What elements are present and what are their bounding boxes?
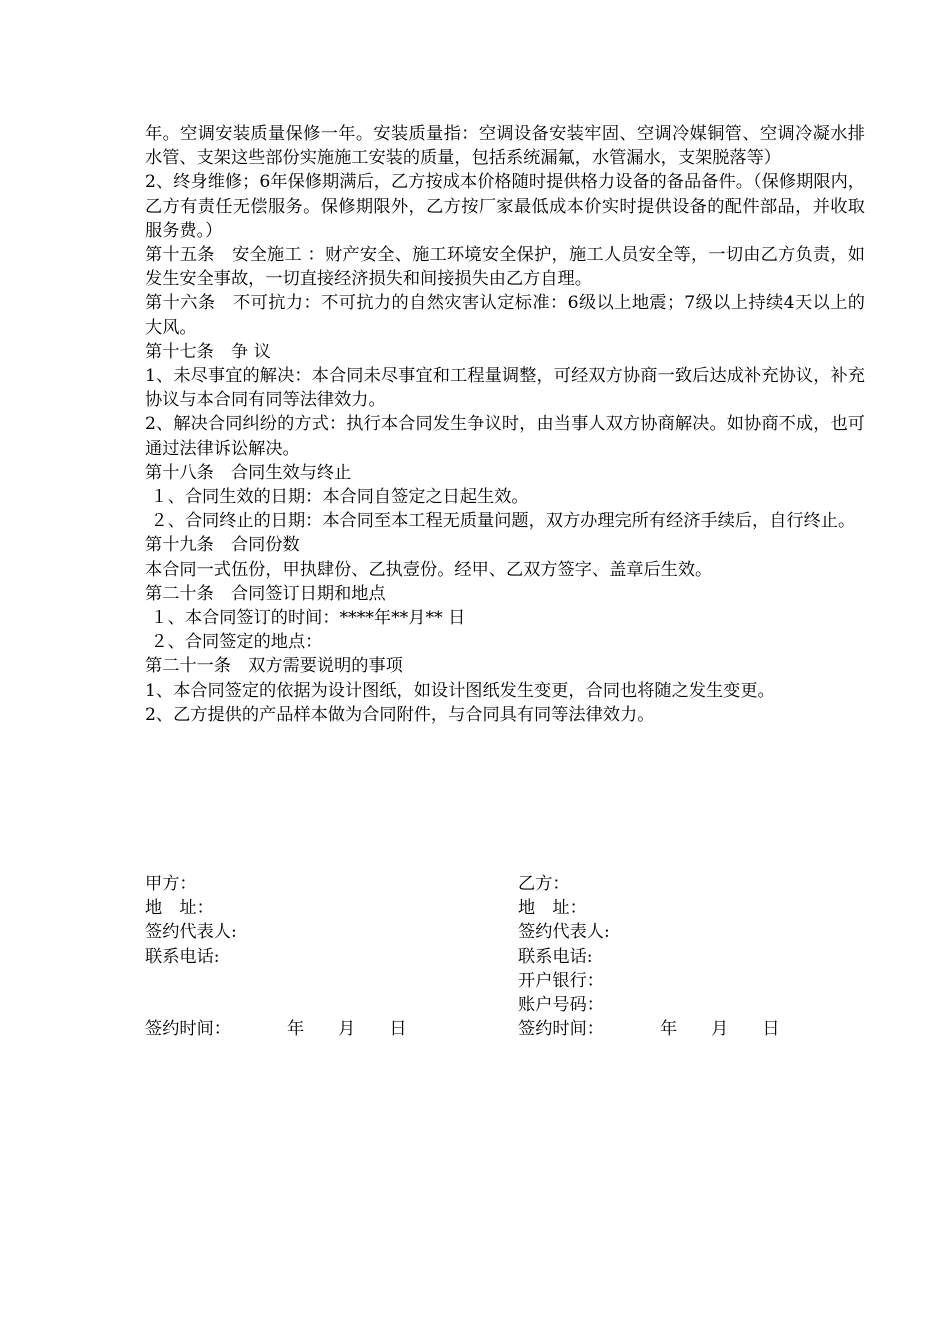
party-b-date-row: [518, 1017, 878, 1041]
party-a-month: 月: [338, 1019, 356, 1040]
party-b-phone-label: 联系电话:: [518, 946, 593, 967]
party-b-address-label: 地 址：: [518, 898, 587, 919]
party-a-rep-label: 签约代表人:: [145, 922, 237, 943]
contract-body: [145, 122, 865, 727]
paragraph: ２、合同终止的日期：本合同至本工程无质量问题，双方办理完所有经济手续后，自行终止。: [145, 511, 856, 532]
party-b-month: 月: [711, 1019, 729, 1040]
party-b-account-label: 账户号码：: [518, 994, 604, 1015]
party-a-phone-label: 联系电话:: [145, 946, 220, 967]
section-heading: 第十七条 争 议: [145, 341, 271, 362]
party-a-year: 年: [286, 1019, 305, 1040]
party-a-date-label: 签约时间：: [145, 1019, 231, 1040]
paragraph: 第十六条 不可抗力：不可抗力的自然灾害认定标准：6级以上地震；7级以上持续4天以上的大风。: [145, 293, 865, 338]
paragraph: 2、终身维修；6年保修期满后，乙方按成本价格随时提供格力设备的备品备件。（保修期限内，乙方有责任无偿服务。保修期限外，乙方按厂家最低成本价实时提供设备的配件部品，并收取服务费。）: [145, 172, 865, 241]
party-b-rep-label: 签约代表人:: [518, 922, 610, 943]
party-a-day: 日: [389, 1019, 407, 1040]
paragraph: ２、合同签定的地点：: [145, 632, 323, 653]
section-heading: 第十九条 合同份数: [145, 535, 300, 556]
paragraph: 2、解决合同纠纷的方式：执行本合同发生争议时，由当事人双方协商解决。如协商不成，也可通过法律诉讼解决。: [145, 414, 865, 459]
party-b-date-label: 签约时间：: [518, 1019, 604, 1040]
paragraph: １、本合同签订的时间：****年**月** 日: [145, 608, 466, 629]
paragraph: 1、未尽事宜的解决：本合同未尽事宜和工程量调整，可经双方协商一致后达成补充协议，补充协议与本合同有同等法律效力。: [145, 366, 865, 411]
party-b-name-label: 乙方：: [518, 874, 570, 894]
paragraph: 1、本合同签定的依据为设计图纸，如设计图纸发生变更，合同也将随之发生变更。: [145, 680, 775, 701]
party-b-year: 年: [659, 1019, 678, 1040]
party-b-bank-label: 开户银行：: [518, 970, 604, 991]
party-a-signature-block: [145, 872, 505, 1041]
party-a-name-label: 甲方：: [145, 874, 197, 894]
party-a-address-label: 地 址：: [145, 898, 214, 919]
paragraph: 本合同一式伍份，甲执肆份、乙执壹份。经甲、乙双方签字、盖章后生效。: [145, 559, 713, 580]
paragraph: １、合同生效的日期：本合同自签定之日起生效。: [145, 487, 529, 508]
paragraph: 第十五条 安全施工 ：财产安全、施工环境安全保护，施工人员安全等，一切由乙方负责，如发生安全事故，一切直接经济损失和间接损失由乙方自理。: [145, 245, 865, 290]
party-b-day: 日: [762, 1019, 780, 1040]
section-heading: 第二十一条 双方需要说明的事项: [145, 656, 403, 677]
paragraph: 年。空调安装质量保修一年。安装质量指：空调设备安装牢固、空调冷媒铜管、空调冷凝水排水管、支架这些部份实施施工安装的质量，包括系统漏氟，水管漏水，支架脱落等）: [145, 124, 865, 169]
section-heading: 第十八条 合同生效与终止: [145, 462, 352, 483]
paragraph: 2、乙方提供的产品样本做为合同附件，与合同具有同等法律效力。: [145, 704, 655, 725]
party-a-date-row: [145, 1017, 505, 1041]
party-b-signature-block: [518, 872, 878, 1041]
section-heading: 第二十条 合同签订日期和地点: [145, 583, 386, 604]
